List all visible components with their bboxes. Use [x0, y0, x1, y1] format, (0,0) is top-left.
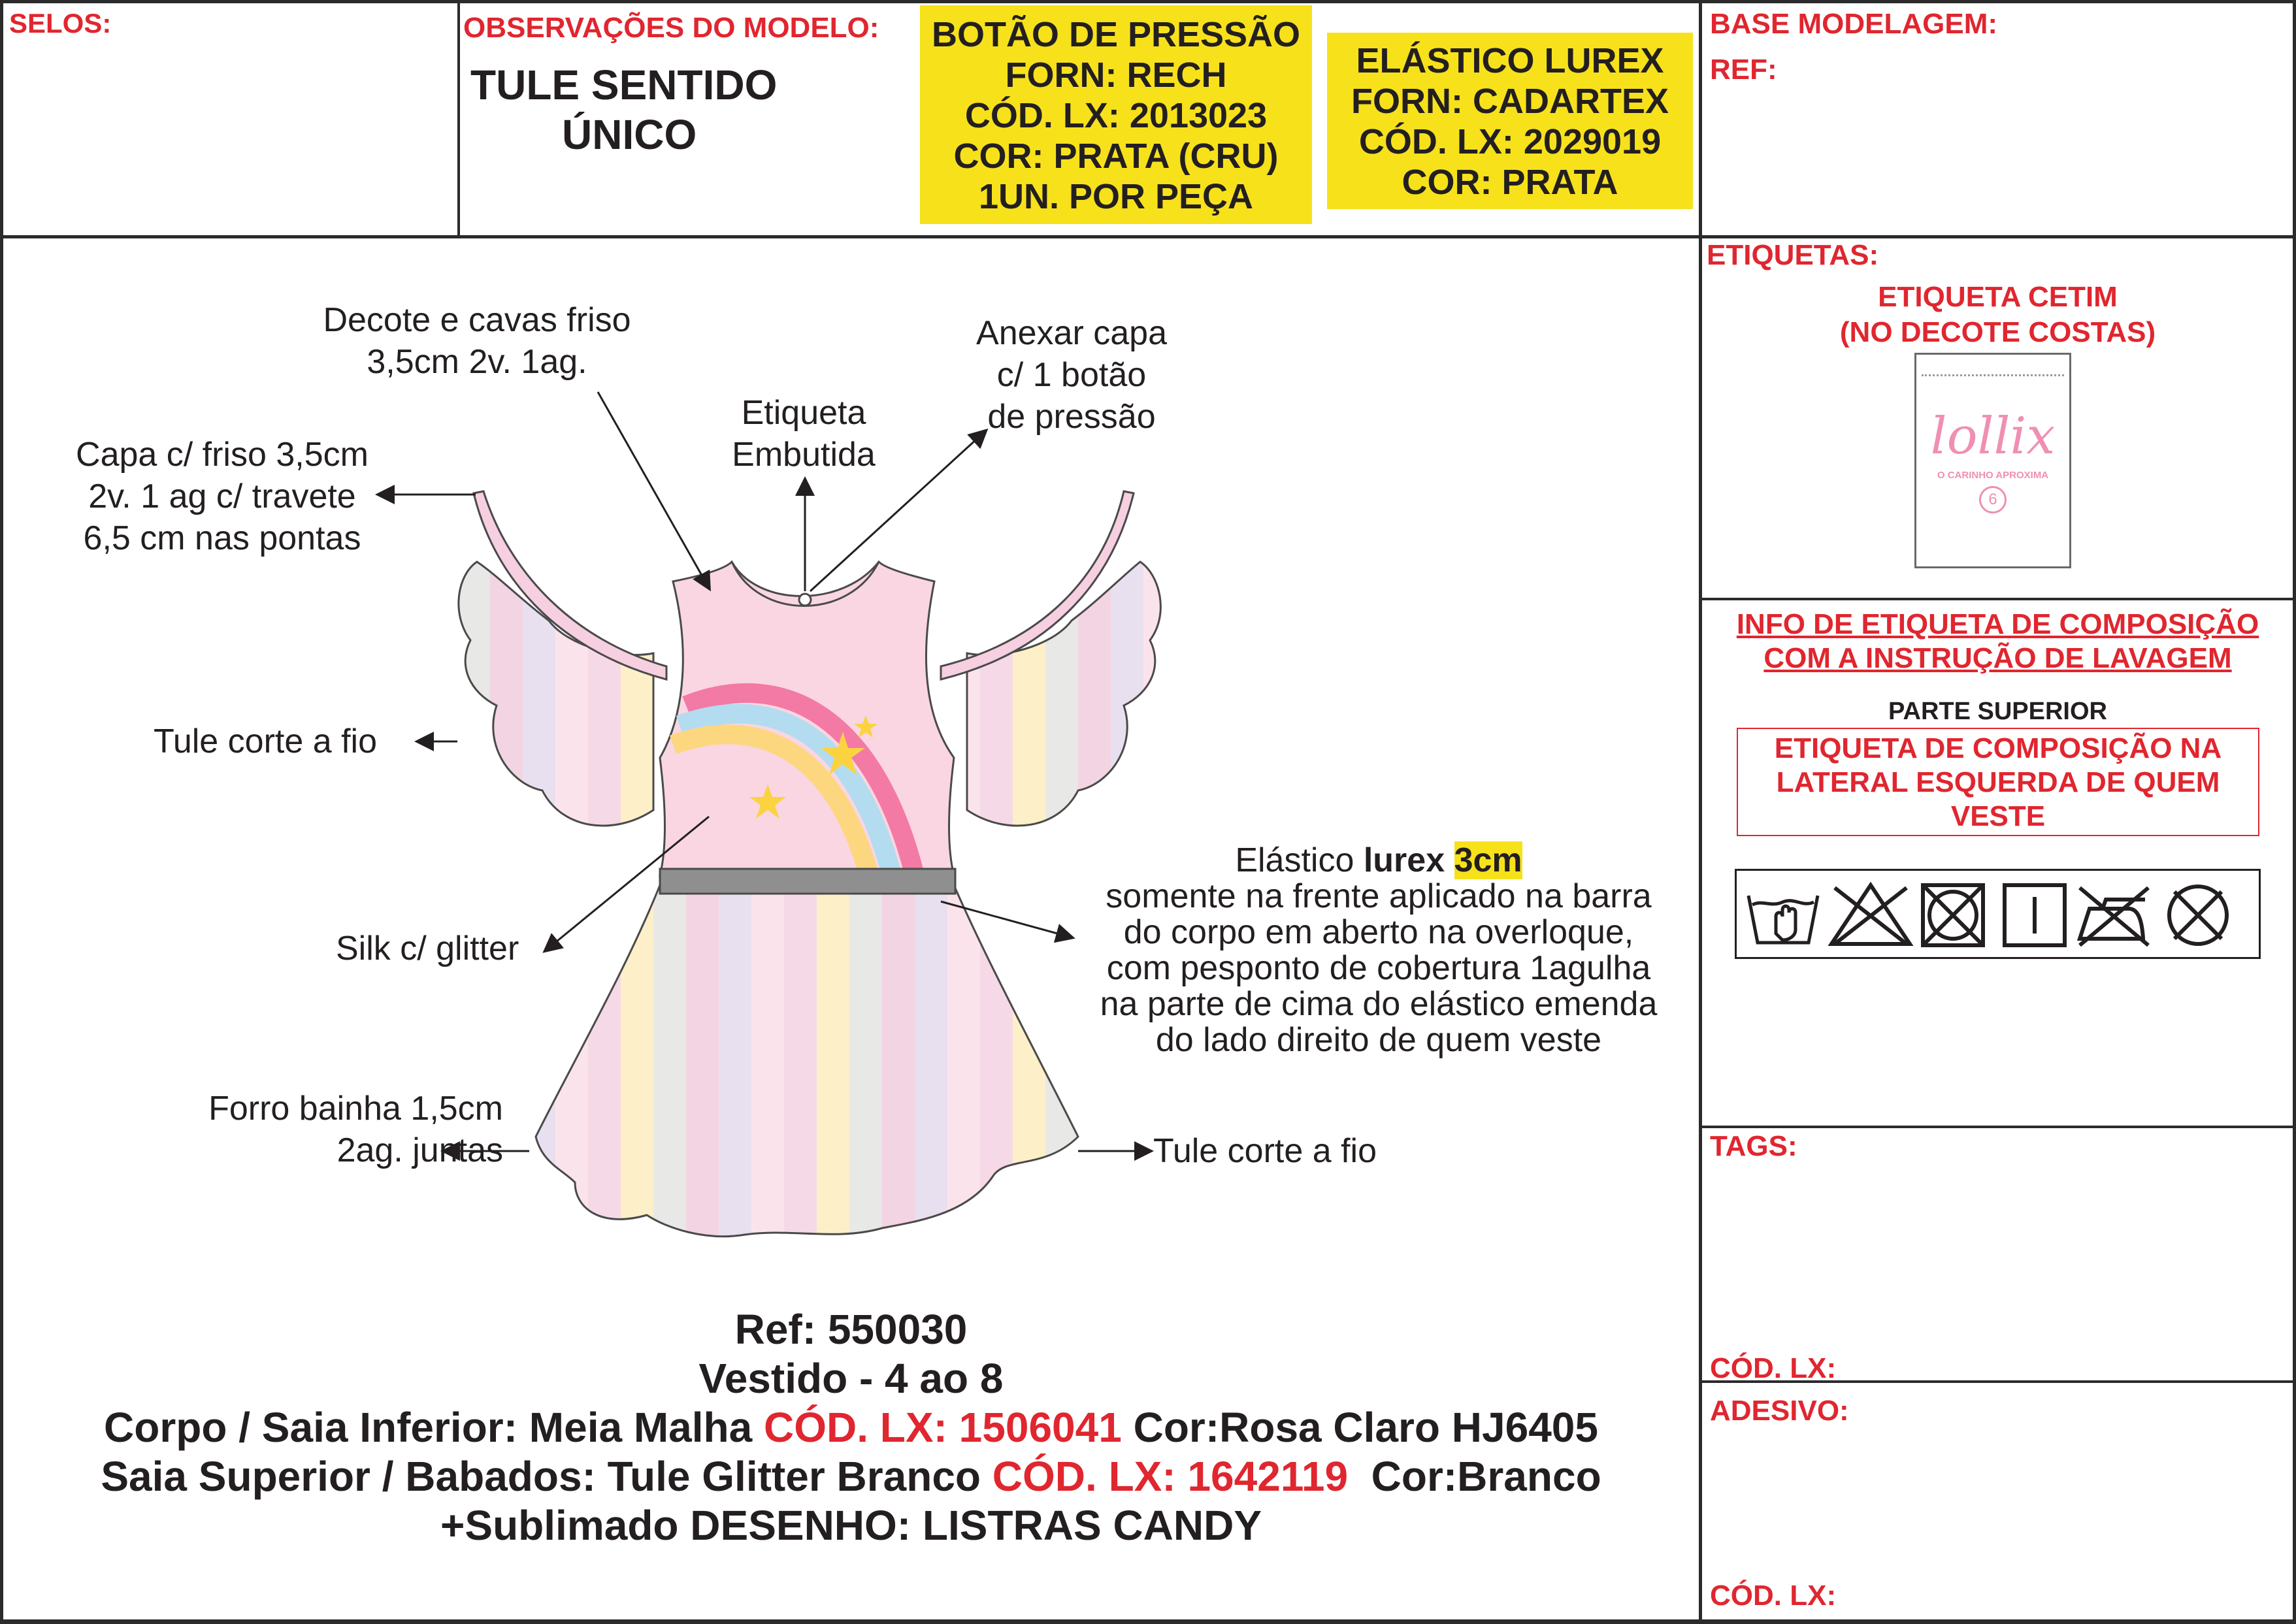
- annotation-decote: [274, 299, 680, 383]
- footer-line-3c: Cor:Rosa Claro HJ6405: [1121, 1404, 1598, 1451]
- annotation-elastico: [1058, 843, 1699, 1058]
- footer-line-3b: CÓD. LX: 1506041: [764, 1404, 1122, 1451]
- parte-superior-label: PARTE SUPERIOR: [1888, 698, 2107, 725]
- adesivo-label: ADESIVO:: [1710, 1395, 1849, 1427]
- tags-label: TAGS:: [1710, 1130, 1797, 1162]
- elastico-box-line-1: ELÁSTICO LUREX: [1356, 41, 1664, 80]
- no-dry-clean-icon: [2169, 886, 2227, 944]
- base-modelagem-label: BASE MODELAGEM:: [1710, 8, 1997, 40]
- botao-line-3: CÓD. LX: 2013023: [964, 96, 1268, 135]
- cod-lx-label-1: CÓD. LX:: [1710, 1352, 1837, 1384]
- etiquetas-label: ETIQUETAS:: [1707, 239, 1879, 271]
- observacoes-line-2: ÚNICO: [562, 111, 697, 158]
- etiqueta-cetim-title: [1702, 280, 2293, 350]
- no-bleach-icon: [1831, 885, 1910, 944]
- elastico-highlight: 3cm: [1454, 841, 1522, 879]
- skirt: [536, 885, 1078, 1237]
- composicao-line-1: ETIQUETA DE COMPOSIÇÃO NA: [1774, 732, 2222, 764]
- info-title-line-1: INFO DE ETIQUETA DE COMPOSIÇÃO: [1736, 608, 2259, 640]
- elastico-line-5: na parte de cima do elástico emenda: [1100, 985, 1658, 1023]
- annotation-capa: [39, 434, 405, 559]
- cod-lx-label-2: CÓD. LX:: [1710, 1580, 1837, 1612]
- no-iron-icon: [2080, 888, 2148, 945]
- care-symbols: [1737, 871, 2259, 957]
- footer-line-5: +Sublimado DESENHO: LISTRAS CANDY: [440, 1502, 1262, 1549]
- elastico-line-6: do lado direito de quem veste: [1155, 1021, 1602, 1059]
- elastico-box-line-3: CÓD. LX: 2029019: [1358, 122, 1662, 161]
- label-size-circle: 6: [1979, 486, 2007, 513]
- capa-line-2: 2v. 1 ag c/ travete: [88, 478, 356, 515]
- annotation-tule-right: Tule corte a fio: [1153, 1132, 1377, 1170]
- botao-line-5: 1UN. POR PEÇA: [978, 177, 1254, 216]
- capa-line-1: Capa c/ friso 3,5cm: [76, 436, 369, 474]
- botao-line-2: FORN: RECH: [1005, 56, 1227, 95]
- footer-vestido: Vestido - 4 ao 8: [698, 1355, 1004, 1402]
- lurex-waistband: [660, 869, 955, 894]
- elastico-bold: lurex: [1363, 841, 1445, 879]
- annotation-silk: Silk c/ glitter: [336, 930, 519, 967]
- annotation-anexar: [941, 312, 1202, 438]
- footer-line-4: [3, 1452, 1699, 1501]
- line-dry-icon: [2005, 885, 2065, 945]
- footer-line-4b: CÓD. LX: 1642119: [992, 1453, 1349, 1500]
- hand-wash-icon: [1748, 896, 1818, 943]
- observacoes-label: OBSERVAÇÕES DO MODELO:: [463, 12, 879, 44]
- decote-line-1: Decote e cavas friso: [323, 301, 631, 339]
- etiqueta-cetim-line-2: (NO DECOTE COSTAS): [1839, 316, 2156, 348]
- no-tumble-dry-icon: [1923, 885, 1983, 945]
- annotation-forro: [163, 1088, 503, 1171]
- elastico-line-2: somente na frente aplicado na barra: [1106, 877, 1652, 915]
- botao-line-1: BOTÃO DE PRESSÃO: [931, 15, 1301, 54]
- info-composicao-title: [1702, 608, 2293, 675]
- elastico-pre: Elástico: [1235, 841, 1364, 879]
- anexar-line-3: de pressão: [987, 398, 1156, 436]
- composicao-line-3: VESTE: [1950, 800, 2046, 832]
- composicao-line-2: LATERAL ESQUERDA DE QUEM: [1776, 766, 2220, 798]
- left-sleeve-ruffle: [459, 562, 653, 826]
- footer-line-4a: Saia Superior / Babados: Tule Glitter Branco: [101, 1453, 992, 1500]
- label-stitch: [1922, 374, 2064, 376]
- forro-line-1: Forro bainha 1,5cm: [208, 1090, 503, 1128]
- footer-line-3a: Corpo / Saia Inferior: Meia Malha: [104, 1404, 764, 1451]
- care-symbols-box: [1735, 869, 2261, 959]
- footer-ref: Ref: 550030: [734, 1306, 968, 1353]
- anexar-line-1: Anexar capa: [976, 314, 1167, 352]
- forro-line-2: 2ag. juntas: [336, 1131, 503, 1169]
- etiqueta-line-2: Embutida: [732, 436, 876, 474]
- elastico-line-1: [1058, 843, 1699, 879]
- footer-line-4c: Cor:Branco: [1348, 1453, 1601, 1500]
- elastico-line-4: com pesponto de cobertura 1agulha: [1106, 949, 1651, 987]
- footer-line-3: [3, 1403, 1699, 1452]
- selos-label: SELOS:: [9, 8, 112, 39]
- info-title-line-2: COM A INSTRUÇÃO DE LAVAGEM: [1763, 642, 2232, 674]
- botao-line-4: COR: PRATA (CRU): [953, 137, 1279, 176]
- footer-block: [3, 1305, 1699, 1550]
- composicao-box: [1737, 728, 2259, 836]
- elastico-box-line-4: COR: PRATA: [1402, 163, 1618, 202]
- ref-label: REF:: [1710, 54, 1777, 86]
- decote-line-2: 3,5cm 2v. 1ag.: [367, 343, 587, 381]
- elastico-line-3: do corpo em aberto na overloque,: [1123, 913, 1634, 951]
- annotation-tule-left: Tule corte a fio: [154, 723, 378, 760]
- satin-label-preview: [1914, 353, 2071, 568]
- anexar-line-2: c/ 1 botão: [996, 356, 1147, 394]
- label-slogan: O CARINHO APROXIMA: [1937, 470, 2049, 481]
- etiqueta-cetim-line-1: ETIQUETA CETIM: [1878, 281, 2118, 313]
- etiqueta-line-1: Etiqueta: [741, 394, 866, 432]
- snap-button: [799, 594, 811, 606]
- observacoes-line-1: TULE SENTIDO: [470, 61, 778, 108]
- elastico-box-line-2: FORN: CADARTEX: [1351, 82, 1669, 121]
- annotation-etiqueta: [693, 392, 915, 476]
- label-brand-logo: lollix: [1930, 407, 2056, 466]
- capa-line-3: 6,5 cm nas pontas: [83, 519, 361, 557]
